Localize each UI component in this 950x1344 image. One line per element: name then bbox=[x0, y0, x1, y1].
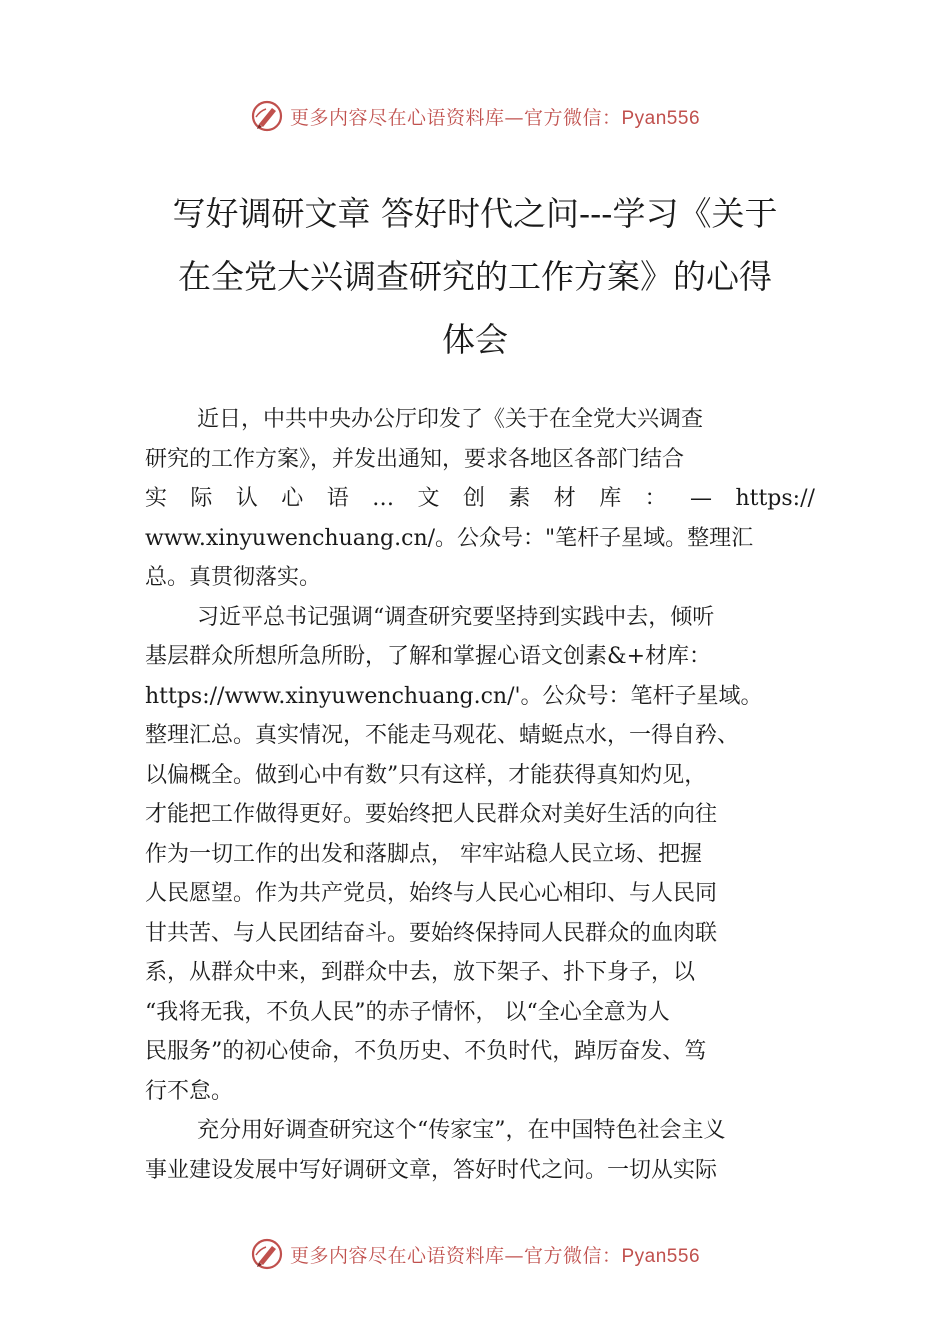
pen-logo-icon bbox=[250, 1237, 284, 1271]
spread-char: — bbox=[690, 486, 713, 511]
text-line: 作为一切工作的出发和落脚点， 牢牢站稳人民立场、把握 bbox=[145, 841, 702, 867]
text-line: 事业建设发展中写好调研文章，答好时代之问。一切从实际 bbox=[145, 1157, 718, 1183]
watermark-handle: Pyan556 bbox=[621, 1245, 701, 1267]
text-line: 基层群众所想所急所盼，了解和掌握心语文创素&+材库： bbox=[145, 644, 712, 669]
footer-watermark bbox=[0, 1234, 950, 1274]
text-line-spread bbox=[145, 479, 815, 519]
text-line: 系，从群众中来，到群众中去，放下架子、扑下身子，以 bbox=[145, 960, 696, 985]
spread-char: 创 bbox=[462, 486, 485, 511]
pen-logo-icon bbox=[250, 99, 284, 133]
text-line: 近日，中共中央办公厅印发了《关于在全党大兴调查 bbox=[197, 407, 704, 432]
text-line: 总。真贯彻落实。 bbox=[145, 565, 322, 590]
document-title bbox=[0, 182, 950, 371]
spread-char: ： bbox=[644, 486, 667, 511]
spread-char: https:// bbox=[735, 486, 815, 511]
spread-char: … bbox=[372, 486, 395, 511]
text-line: “我将无我，不负人民”的赤子情怀， 以“全心全意为人 bbox=[145, 999, 670, 1025]
watermark-handle: Pyan556 bbox=[621, 107, 701, 129]
paragraph-2 bbox=[145, 598, 815, 1112]
text-line: 民服务”的初心使命，不负历史、不负时代，踔厉奋发、笃 bbox=[145, 1039, 707, 1064]
text-line: 人民愿望。作为共产党员，始终与人民心心相印、与人民同 bbox=[145, 881, 718, 906]
spread-char: 际 bbox=[190, 486, 213, 511]
text-line: https://www.xinyuwenchuang.cn/'。公众号：笔杆子星域。 bbox=[145, 683, 763, 709]
document-body bbox=[145, 400, 815, 1190]
text-line: 甘共苦、与人民团结奋斗。要始终保持同人民群众的血肉联 bbox=[145, 920, 718, 946]
title-line-2: 在全党大兴调查研究的工作方案》的心得 bbox=[178, 257, 772, 296]
spread-char: 库 bbox=[599, 486, 622, 511]
text-line: www.xinyuwenchuang.cn/。公众号："笔杆子星域。整理汇 bbox=[145, 525, 754, 551]
text-line: 整理汇总。真实情况，不能走马观花、蜻蜓点水，一得自矜、 bbox=[145, 723, 740, 748]
text-line: 行不怠。 bbox=[145, 1078, 234, 1104]
spread-char: 材 bbox=[553, 486, 576, 511]
spread-char: 语 bbox=[326, 486, 349, 511]
text-line: 研究的工作方案》，并发出通知，要求各地区各部门结合 bbox=[145, 446, 685, 472]
title-line-1: 写好调研文章 答好时代之问---学习《关于 bbox=[172, 194, 778, 233]
text-line: 充分用好调查研究这个“传家宝”，在中国特色社会主义 bbox=[197, 1118, 726, 1143]
spread-char: 心 bbox=[281, 486, 304, 511]
watermark-text: 更多内容尽在心语资料库—官方微信：Pyan556 bbox=[289, 1244, 701, 1267]
title-line-3: 体会 bbox=[442, 320, 508, 359]
paragraph-1 bbox=[145, 400, 815, 598]
header-watermark bbox=[0, 96, 950, 136]
text-line: 习近平总书记强调“调查研究要坚持到实践中去，倾听 bbox=[197, 604, 715, 630]
text-line: 以偏概全。做到心中有数”只有这样，才能获得真知灼见， bbox=[145, 762, 707, 788]
spread-char: 实 bbox=[145, 486, 168, 511]
spread-char: 素 bbox=[508, 486, 531, 511]
spread-char: 认 bbox=[235, 486, 258, 511]
spread-char: 文 bbox=[417, 486, 440, 511]
paragraph-3 bbox=[145, 1111, 815, 1190]
watermark-text: 更多内容尽在心语资料库—官方微信：Pyan556 bbox=[289, 106, 701, 129]
text-line: 才能把工作做得更好。要始终把人民群众对美好生活的向往 bbox=[145, 802, 718, 827]
